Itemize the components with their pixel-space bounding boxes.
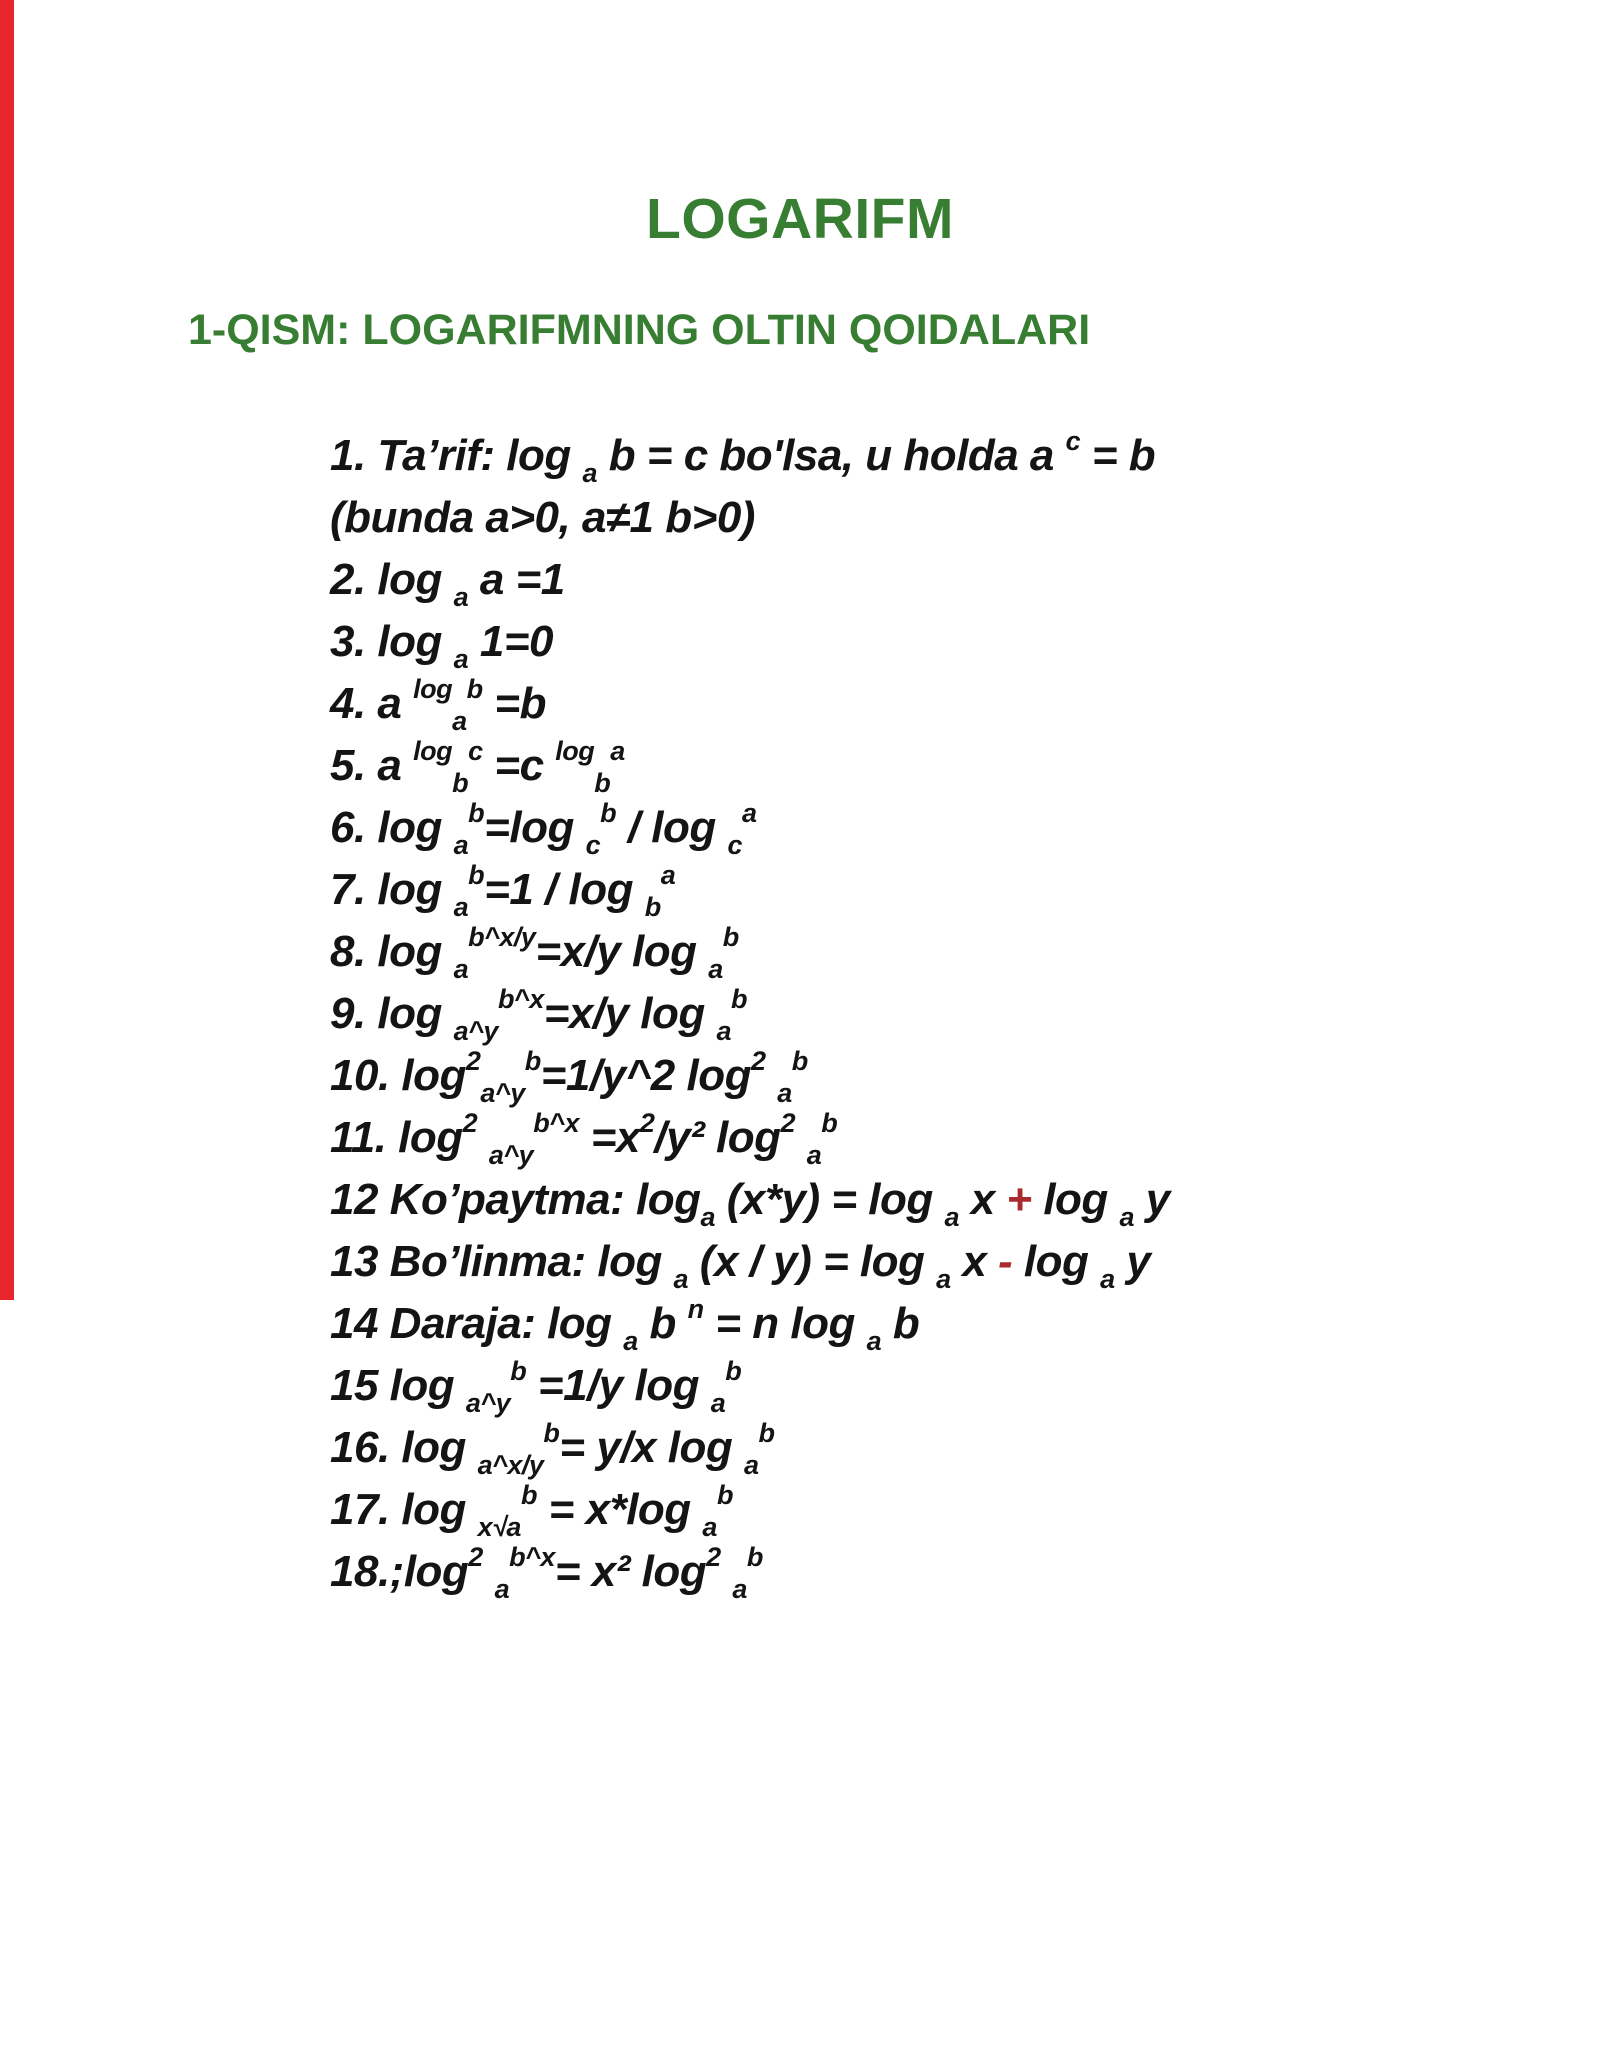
formula-subscript: a^y (488, 1140, 534, 1171)
formula-text: =1/y log (526, 1361, 711, 1410)
formula-subscript: a (673, 1264, 689, 1295)
formula-text: 7. log (330, 865, 454, 914)
formula-superscript: b (746, 1541, 763, 1572)
formula-text: =1 / log (484, 865, 645, 914)
formula-superscript: b (600, 797, 617, 828)
formula-superscript: b (791, 1045, 808, 1076)
formula-text: log (1031, 1175, 1120, 1224)
formula-text: = x*log (536, 1485, 703, 1534)
formula-superscript: b (468, 797, 485, 828)
formula-text: 14 Daraja: log (330, 1299, 624, 1348)
formula-text: =1/y^2 log (540, 1051, 751, 1100)
formula-line (330, 859, 1170, 921)
formula-line (330, 921, 1170, 983)
formula-subscript: a (582, 458, 597, 489)
formula-superscript: b (510, 1355, 527, 1386)
formula-text: = x² log (554, 1547, 707, 1596)
formula-text: 9. log (330, 989, 454, 1038)
formula-superscript: b (543, 1417, 560, 1448)
formula-line (330, 1231, 1170, 1293)
formula-subscript: a^x/y (477, 1450, 544, 1481)
formula-text (477, 1113, 489, 1162)
formula-subscript: a (453, 582, 469, 613)
formula-superscript: b (524, 1045, 541, 1076)
formula-subscript: a (453, 892, 469, 923)
formula-text: = n log (703, 1299, 867, 1348)
formula-subscript: a^y (480, 1078, 525, 1109)
formula-subscript: a (777, 1078, 792, 1109)
formula-text: 1=0 (468, 617, 554, 666)
formula-subscript: a (452, 706, 467, 737)
formula-superscript: b (731, 983, 748, 1014)
formula-text: =x/y log (535, 927, 709, 976)
formula-text: (bunda a>0, a≠1 b>0) (330, 493, 755, 542)
formula-superscript: b (520, 1479, 537, 1510)
formula-superscript: n (687, 1293, 704, 1324)
formula-text: 1. Ta’rif: log (330, 431, 583, 480)
formula-text: b (637, 1299, 688, 1348)
formula-text: - (998, 1237, 1013, 1286)
formula-text: 10. log (330, 1051, 466, 1100)
formula-subscript: a (1100, 1264, 1115, 1295)
formula-superscript: b (725, 1355, 742, 1386)
formula-superscript: 2 (750, 1045, 766, 1076)
formula-superscript: b (716, 1479, 733, 1510)
formula-superscript: b^x (533, 1107, 579, 1138)
formula-subscript: a (732, 1574, 747, 1605)
formula-subscript: a (708, 954, 723, 985)
formula-text: =x (578, 1113, 640, 1162)
formula-subscript: b (452, 768, 469, 799)
formula-superscript: b (722, 921, 739, 952)
formula-subscript: c (585, 830, 601, 861)
formula-subscript: a (623, 1326, 638, 1357)
formula-text: (x / y) = log (688, 1237, 937, 1286)
formula-text (765, 1051, 777, 1100)
formula-text: (x*y) = log (715, 1175, 945, 1224)
formula-subscript: a (710, 1388, 726, 1419)
formula-superscript: 2 (706, 1541, 721, 1572)
formula-line (330, 1169, 1170, 1231)
formula-text: 11. log (330, 1113, 463, 1162)
formula-superscript: 2 (468, 1541, 483, 1572)
formula-text: b = c bo'lsa, u holda a (596, 431, 1066, 480)
formula-line (330, 1045, 1170, 1107)
formula-superscript: b (758, 1417, 775, 1448)
formula-superscript: 2 (639, 1107, 655, 1138)
formula-line (330, 1541, 1170, 1603)
formula-text: 12 Ko’paytma: log (330, 1175, 701, 1224)
section-heading: 1-QISM: LOGARIFMNING OLTIN QOIDALARI (188, 306, 1091, 354)
page-title: LOGARIFM (646, 187, 954, 251)
formula-subscript: a (1119, 1202, 1135, 1233)
formula-line (330, 735, 1170, 797)
formula-text: 13 Bo’linma: log (330, 1237, 674, 1286)
formula-subscript: a^y (465, 1388, 511, 1419)
formula-text: =x/y log (543, 989, 717, 1038)
formula-subscript: a (936, 1264, 951, 1295)
formula-subscript: a (453, 954, 469, 985)
formula-subscript: a (453, 644, 469, 675)
formula-line (330, 611, 1170, 673)
formula-superscript: b^x/y (468, 921, 536, 952)
formula-text: 8. log (330, 927, 454, 976)
formula-text: =b (482, 679, 546, 728)
formula-superscript: a (660, 859, 676, 890)
formula-superscript: b (468, 859, 485, 890)
formula-subscript: b (594, 768, 611, 799)
formula-line (330, 673, 1170, 735)
formula-line (330, 1107, 1170, 1169)
formula-text: b (881, 1299, 920, 1348)
formula-text: 16. log (330, 1423, 478, 1472)
formula-text: /y² log (654, 1113, 781, 1162)
formula-line (330, 549, 1170, 611)
formula-text: =log (484, 803, 586, 852)
formula-superscript: b^x (509, 1541, 555, 1572)
formula-subscript: a (866, 1326, 882, 1357)
formula-subscript: a (700, 1202, 715, 1233)
formula-line (330, 1355, 1170, 1417)
formula-line (330, 797, 1170, 859)
formula-subscript: a (453, 830, 469, 861)
formula-text (483, 1547, 495, 1596)
formula-superscript: 2 (465, 1045, 481, 1076)
formula-text: = b (1080, 431, 1156, 480)
formula-subscript: a^y (453, 1016, 498, 1047)
formula-text: log (1012, 1237, 1101, 1286)
formula-subscript: a (743, 1450, 759, 1481)
formula-superscript: a (610, 735, 625, 766)
formula-superscript: 2 (462, 1107, 478, 1138)
formula-subscript: x√a (477, 1512, 521, 1543)
formula-text: x (950, 1237, 999, 1286)
formula-text: 6. log (330, 803, 454, 852)
formula-superscript: b (821, 1107, 838, 1138)
formula-text: 15 log (330, 1361, 466, 1410)
formula-list (330, 425, 1170, 1603)
formula-line (330, 487, 1170, 549)
formula-superscript: b (466, 673, 483, 704)
formula-superscript: log (413, 673, 453, 704)
formula-subscript: a (494, 1574, 510, 1605)
formula-line (330, 1293, 1170, 1355)
formula-text: = y/x log (559, 1423, 744, 1472)
formula-text: a =1 (468, 555, 565, 604)
formula-line (330, 983, 1170, 1045)
formula-subscript: a (944, 1202, 959, 1233)
formula-text: x (958, 1175, 1007, 1224)
formula-superscript: c (1065, 425, 1081, 456)
formula-subscript: a (716, 1016, 732, 1047)
formula-superscript: 2 (780, 1107, 795, 1138)
formula-text (795, 1113, 807, 1162)
formula-text: 18.;log (330, 1547, 469, 1596)
formula-text: 4. a (330, 679, 414, 728)
formula-subscript: c (727, 830, 743, 861)
formula-text: / log (616, 803, 728, 852)
formula-line (330, 425, 1170, 487)
formula-line (330, 1417, 1170, 1479)
formula-text: y (1134, 1175, 1170, 1224)
formula-superscript: log (413, 735, 453, 766)
formula-text: 5. a (330, 741, 414, 790)
formula-subscript: a (806, 1140, 822, 1171)
formula-text: =c (482, 741, 556, 790)
formula-text (721, 1547, 733, 1596)
formula-subscript: b (644, 892, 661, 923)
formula-text: 17. log (330, 1485, 478, 1534)
formula-superscript: log (555, 735, 595, 766)
formula-line (330, 1479, 1170, 1541)
formula-subscript: a (702, 1512, 717, 1543)
formula-text: 2. log (330, 555, 454, 604)
formula-superscript: a (742, 797, 757, 828)
formula-superscript: b^x (497, 983, 544, 1014)
formula-text: 3. log (330, 617, 454, 666)
formula-text: + (1006, 1175, 1032, 1224)
formula-superscript: c (468, 735, 483, 766)
formula-text: y (1114, 1237, 1151, 1286)
